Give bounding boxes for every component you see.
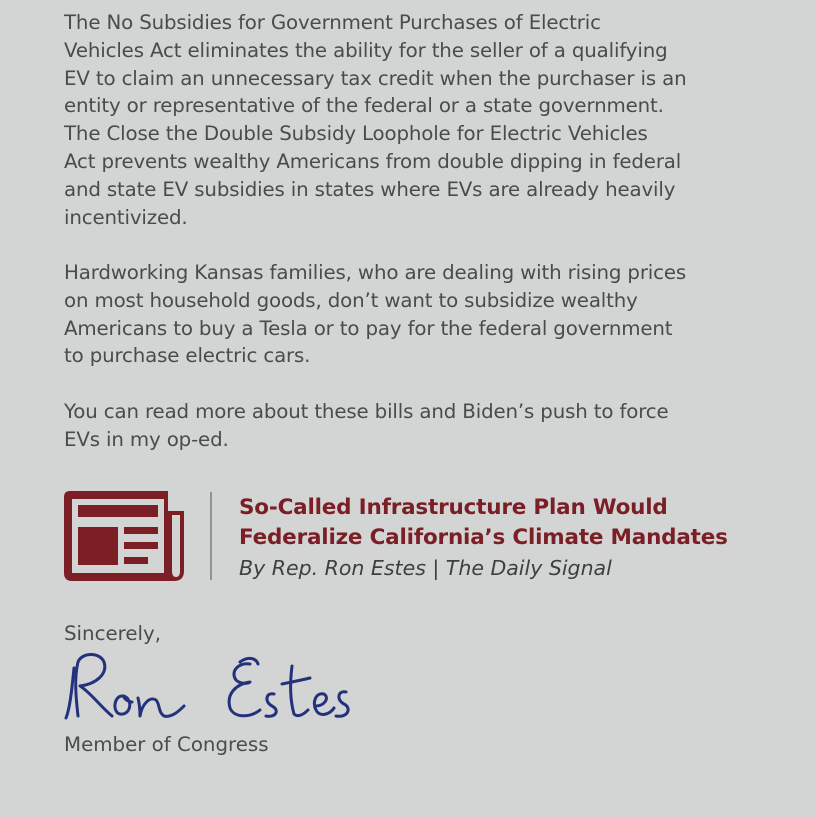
text-line: The No Subsidies for Government Purchases of Electric — [64, 11, 601, 34]
paragraph-kansas-families — [64, 259, 754, 370]
text-line: You can read more about these bills and Biden’s push to force — [64, 400, 669, 423]
text-line: to purchase electric cars. — [64, 344, 311, 368]
text-line: The Close the Double Subsidy Loophole for Electric Vehicles — [64, 122, 648, 146]
salutation: Sincerely, — [64, 622, 161, 645]
text-line: Americans to buy a Tesla or to pay for the federal government — [64, 316, 673, 340]
article-byline: By Rep. Ron Estes | The Daily Signal — [239, 556, 612, 580]
text-line: Vehicles Act eliminates the ability for the seller of a qualifying — [64, 38, 668, 62]
text-line: Hardworking Kansas families, who are dealing with rising prices — [64, 261, 687, 284]
text-line: on most household goods, don’t want to subsidize wealthy — [64, 288, 638, 312]
article-link-card[interactable] — [64, 490, 764, 582]
text-line: incentivized. — [64, 205, 188, 229]
article-title-line[interactable]: So-Called Infrastructure Plan Would — [239, 495, 668, 520]
newspaper-icon[interactable] — [64, 491, 184, 581]
paragraph-ev-bills — [64, 9, 754, 231]
text-line: and state EV subsidies in states where EVs are already heavily — [64, 177, 676, 201]
paragraph-op-ed — [64, 398, 754, 454]
divider — [210, 492, 212, 580]
text-line: EV to claim an unnecessary tax credit when the purchaser is an — [64, 66, 687, 90]
signature-image — [60, 648, 352, 726]
text-line: Act prevents wealthy Americans from double dipping in federal — [64, 149, 682, 173]
article-title-link[interactable] — [239, 493, 728, 553]
signer-title: Member of Congress — [64, 733, 269, 756]
article-title-line[interactable]: Federalize California’s Climate Mandates — [239, 525, 728, 550]
text-line: EVs in my op-ed. — [64, 427, 229, 451]
text-line: entity or representative of the federal or a state government. — [64, 94, 664, 118]
